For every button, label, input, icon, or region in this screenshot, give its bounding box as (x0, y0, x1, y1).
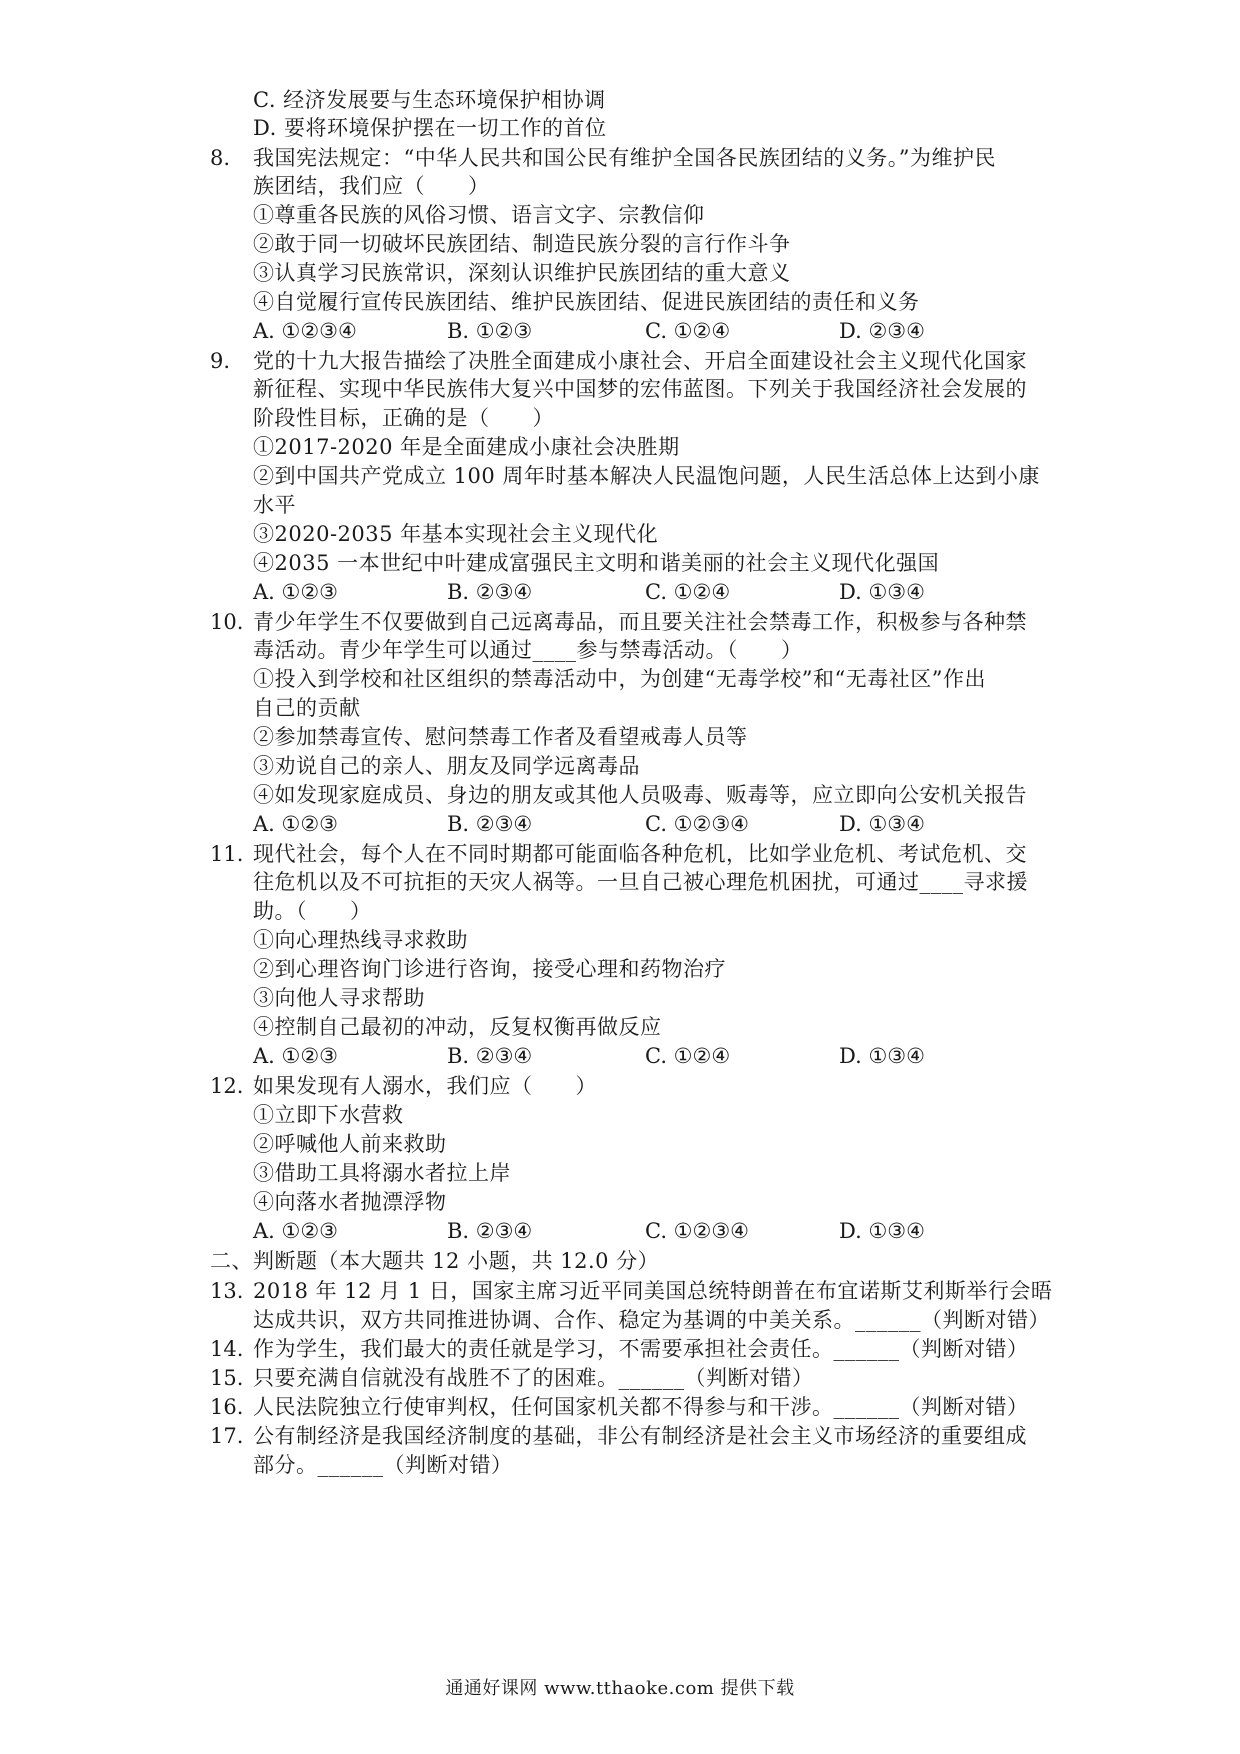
q8-option-a: A. ①②③④ (253, 319, 357, 343)
q10-number: 10. (210, 610, 244, 634)
q17-line-2: 部分。______（判断对错） (253, 1453, 513, 1477)
q12-item-3: ③借助工具将溺水者拉上岸 (253, 1161, 511, 1185)
q12-stem-line-1: 如果发现有人溺水，我们应（ ） (253, 1074, 597, 1098)
q16-line-1: 人民法院独立行使审判权，任何国家机关都不得参与和干涉。______（判断对错） (253, 1395, 1029, 1419)
q8-number: 8. (210, 146, 231, 170)
q9-item-2: ②到中国共产党成立 100 周年时基本解决人民温饱问题，人民生活总体上达到小康 (253, 464, 1040, 488)
q8-option-b: B. ①②③ (447, 319, 533, 343)
q12-item-4: ④向落水者抛漂浮物 (253, 1190, 447, 1214)
q9-item-4: ④2035 一本世纪中叶建成富强民主文明和谐美丽的社会主义现代化强国 (253, 551, 940, 575)
q16-number: 16. (210, 1395, 244, 1419)
q11-stem-line-1: 现代社会，每个人在不同时期都可能面临各种危机，比如学业危机、考试危机、交 (253, 842, 1027, 866)
q13-number: 13. (210, 1279, 244, 1303)
q9-option-b: B. ②③④ (447, 580, 533, 604)
q11-stem-line-2: 往危机以及不可抗拒的天灾人祸等。一旦自己被心理危机困扰，可通过____寻求援 (253, 870, 1028, 894)
section-heading-judgement: 二、判断题（本大题共 12 小题，共 12.0 分） (210, 1249, 660, 1273)
q11-number: 11. (210, 842, 244, 866)
q8-item-1: ①尊重各民族的风俗习惯、语言文字、宗教信仰 (253, 203, 705, 227)
q10-option-c: C. ①②③④ (645, 812, 749, 836)
q10-option-d: D. ①③④ (839, 812, 925, 836)
q8-option-d: D. ②③④ (839, 319, 925, 343)
q10-item-1-cont: 自己的贡献 (253, 696, 361, 720)
q11-stem-line-3: 助。（ ） (253, 899, 372, 923)
q11-option-d: D. ①③④ (839, 1044, 925, 1068)
q8-item-3: ③认真学习民族常识，深刻认识维护民族团结的重大意义 (253, 261, 791, 285)
page-footer: 通通好课网 www.tthaoke.com 提供下载 (445, 1678, 795, 1699)
q8-option-c: C. ①②④ (645, 319, 731, 343)
q9-option-a: A. ①②③ (253, 580, 338, 604)
q12-item-1: ①立即下水营救 (253, 1103, 404, 1127)
q9-stem-line-3: 阶段性目标，正确的是（ ） (253, 406, 554, 430)
q11-item-2: ②到心理咨询门诊进行咨询，接受心理和药物治疗 (253, 957, 726, 981)
q12-option-a: A. ①②③ (253, 1219, 338, 1243)
q10-item-1: ①投入到学校和社区组织的禁毒活动中，为创建“无毒学校”和“无毒社区”作出 (253, 667, 986, 691)
q9-option-d: D. ①③④ (839, 580, 925, 604)
q9-number: 9. (210, 349, 231, 373)
q9-item-2-cont: 水平 (253, 493, 296, 517)
q15-number: 15. (210, 1366, 244, 1390)
q8-stem-line-2: 族团结，我们应（ ） (253, 174, 490, 198)
q10-item-4: ④如发现家庭成员、身边的朋友或其他人员吸毒、贩毒等，应立即向公安机关报告 (253, 783, 1027, 807)
q11-item-1: ①向心理热线寻求救助 (253, 928, 468, 952)
q9-item-1: ①2017-2020 年是全面建成小康社会决胜期 (253, 435, 680, 459)
q7-option-c: C. 经济发展要与生态环境保护相协调 (253, 88, 606, 112)
q10-item-2: ②参加禁毒宣传、慰问禁毒工作者及看望戒毒人员等 (253, 725, 748, 749)
q11-option-a: A. ①②③ (253, 1044, 338, 1068)
q10-stem-line-2: 毒活动。青少年学生可以通过____参与禁毒活动。（ ） (253, 638, 803, 662)
q9-option-c: C. ①②④ (645, 580, 731, 604)
q12-option-d: D. ①③④ (839, 1219, 925, 1243)
q9-stem-line-1: 党的十九大报告描绘了决胜全面建成小康社会、开启全面建设社会主义现代化国家 (253, 349, 1027, 373)
q10-option-a: A. ①②③ (253, 812, 338, 836)
q12-option-b: B. ②③④ (447, 1219, 533, 1243)
q7-option-d: D. 要将环境保护摆在一切工作的首位 (253, 116, 607, 140)
q12-option-c: C. ①②③④ (645, 1219, 749, 1243)
q14-line-1: 作为学生，我们最大的责任就是学习，不需要承担社会责任。______（判断对错） (253, 1337, 1029, 1361)
q11-option-b: B. ②③④ (447, 1044, 533, 1068)
q12-item-2: ②呼喊他人前来救助 (253, 1132, 447, 1156)
q11-item-3: ③向他人寻求帮助 (253, 986, 425, 1010)
q17-line-1: 公有制经济是我国经济制度的基础，非公有制经济是社会主义市场经济的重要组成 (253, 1424, 1027, 1448)
q10-option-b: B. ②③④ (447, 812, 533, 836)
q14-number: 14. (210, 1337, 244, 1361)
q8-item-2: ②敢于同一切破坏民族团结、制造民族分裂的言行作斗争 (253, 232, 791, 256)
q13-line-2: 达成共识，双方共同推进协调、合作、稳定为基调的中美关系。______（判断对错） (253, 1308, 1050, 1332)
q10-stem-line-1: 青少年学生不仅要做到自己远离毒品，而且要关注社会禁毒工作，积极参与各种禁 (253, 610, 1027, 634)
q12-number: 12. (210, 1074, 244, 1098)
q9-item-3: ③2020-2035 年基本实现社会主义现代化 (253, 522, 659, 546)
q17-number: 17. (210, 1424, 244, 1448)
q15-line-1: 只要充满自信就没有战胜不了的困难。______（判断对错） (253, 1366, 814, 1390)
q11-item-4: ④控制自己最初的冲动，反复权衡再做反应 (253, 1015, 662, 1039)
q11-option-c: C. ①②④ (645, 1044, 731, 1068)
q10-item-3: ③劝说自己的亲人、朋友及同学远离毒品 (253, 754, 640, 778)
q13-line-1: 2018 年 12 月 1 日，国家主席习近平同美国总统特朗普在布宜诺斯艾利斯举行会晤 (253, 1279, 1053, 1303)
q8-stem-line-1: 我国宪法规定：“中华人民共和国公民有维护全国各民族团结的义务。”为维护民 (253, 146, 996, 170)
q8-item-4: ④自觉履行宣传民族团结、维护民族团结、促进民族团结的责任和义务 (253, 290, 920, 314)
q9-stem-line-2: 新征程、实现中华民族伟大复兴中国梦的宏伟蓝图。下列关于我国经济社会发展的 (253, 377, 1027, 401)
